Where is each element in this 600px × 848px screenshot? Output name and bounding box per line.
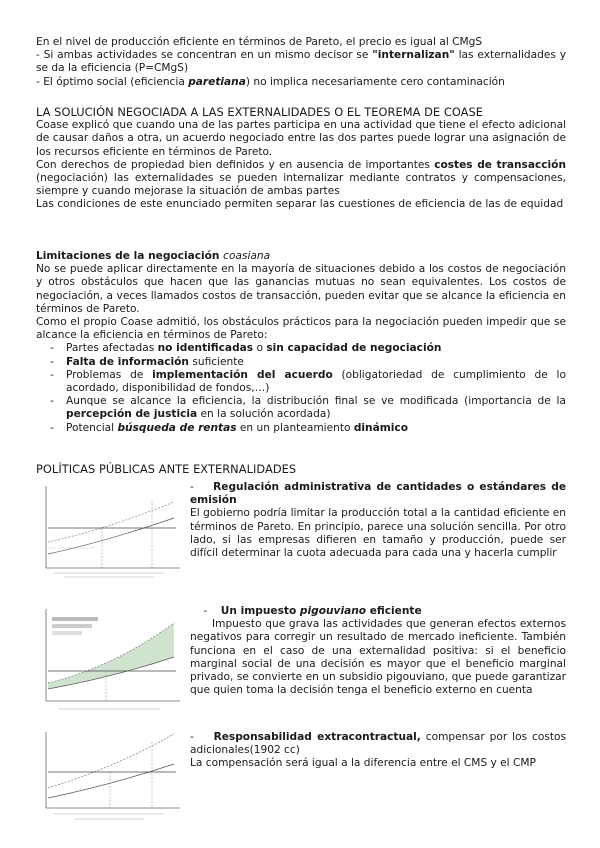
intro-block xyxy=(36,36,566,89)
list-item: - Partes afectadas no identificadas o sin capacidad de negociación xyxy=(66,342,566,355)
intro-line-2: - Si ambas actividades se concentran en un mismo decisor se "internalizan" las externalidades y se da la eficiencia (P=CMgS) xyxy=(36,49,566,75)
pigouvian-tax-graph xyxy=(34,605,184,717)
policies-title: POLÍTICAS PÚBLICAS ANTE EXTERNALIDADES xyxy=(36,462,297,476)
pigouvian-text-block xyxy=(190,605,566,697)
pigouvian-title: - Un impuesto pigouviano eficiente xyxy=(190,605,422,617)
pigouvian-text: Impuesto que grava las actividades que generan efectos externos negativos para corregir un resultado de mercado ineficiente. También funciona en el caso de una externalidad positiva: si el beneficio marginal social de una decisión es mayor que el beneficio marginal privado, se convierte en un subsidio pigouviano, que puede garantizar que quien toma la decisión tenga el beneficio externo en cuenta xyxy=(190,618,566,697)
liability-title: - Responsabilidad extracontractual, compensar por los costos adicionales(1902 cc) xyxy=(190,731,567,757)
limits-paragraph-1: No se puede aplicar directamente en la mayoría de situaciones debido a los costos de negociación y otros obstáculos que hacen que las ganancias mutuas no sean equivalentes. Los costos de negociación, a veces llamados costos de transacción, pueden evitar que se alcance la eficiencia en términos de Pareto. xyxy=(36,263,566,315)
figure-regulation xyxy=(34,480,184,580)
liability-graph xyxy=(34,728,184,824)
list-item: - Problemas de implementación del acuerdo (obligatoriedad de cumplimiento de lo acordado, disponibilidad de fondos,…) xyxy=(66,369,566,395)
limits-title: Limitaciones de la negociación coasiana xyxy=(36,250,271,262)
regulation-graph xyxy=(34,480,184,580)
regulation-text-block xyxy=(190,481,566,560)
coase-title: LA SOLUCIÓN NEGOCIADA A LAS EXTERNALIDADES O EL TEOREMA DE COASE xyxy=(36,105,484,119)
intro-line-1: En el nivel de producción eficiente en términos de Pareto, el precio es igual al CMgS xyxy=(36,36,483,48)
limits-section xyxy=(36,250,566,435)
coase-section xyxy=(36,106,566,212)
figure-pigouvian-tax xyxy=(34,605,184,717)
coase-paragraph-2: Con derechos de propiedad bien definidos y en ausencia de importantes costes de transacción (negociación) las externalidades se pueden internalizar mediante contratos y compensaciones, siempre y cuando mejorase la situación de ambas partes xyxy=(36,158,566,198)
regulation-text: El gobierno podría limitar la producción total a la cantidad eficiente en términos de Pareto. En principio, parece una solución sencilla. Por otro lado, si las empresas difieren en tamaño y producción, puede ser difícil determinar la cuota adecuada para cada una y hacerla cumplir xyxy=(190,507,566,560)
coase-paragraph-3: Las condiciones de este enunciado permiten separar las cuestiones de eficiencia de las de equidad xyxy=(36,198,564,211)
policies-section-title-wrap xyxy=(36,463,566,476)
list-item: - Potencial búsqueda de rentas en un planteamiento dinámico xyxy=(66,422,566,435)
list-item: - Falta de información suficiente xyxy=(66,356,566,369)
liability-text: La compensación será igual a la diferencia entre el CMS y el CMP xyxy=(190,757,536,770)
liability-text-block xyxy=(190,731,566,771)
intro-line-3: - El óptimo social (eficiencia paretiana) no implica necesariamente cero contaminación xyxy=(36,75,505,88)
figure-liability xyxy=(34,728,184,824)
limits-list xyxy=(36,342,566,434)
limits-paragraph-2: Como el propio Coase admitió, los obstáculos prácticos para la negociación pueden impedir que se alcance la eficiencia en términos de Pareto: xyxy=(36,316,566,342)
coase-paragraph-1: Coase explicó que cuando una de las partes participa en una actividad que tiene el efecto adicional de causar daños a otra, un acuerdo negociado entre las dos partes puede lograr una asignación de los recursos eficiente en términos de Pareto. xyxy=(36,119,567,158)
regulation-title: - Regulación administrativa de cantidades o estándares de emisión xyxy=(190,481,567,507)
list-item: - Aunque se alcance la eficiencia, la distribución final se ve modificada (importancia de la percepción de justicia en la solución acordada) xyxy=(66,395,566,421)
